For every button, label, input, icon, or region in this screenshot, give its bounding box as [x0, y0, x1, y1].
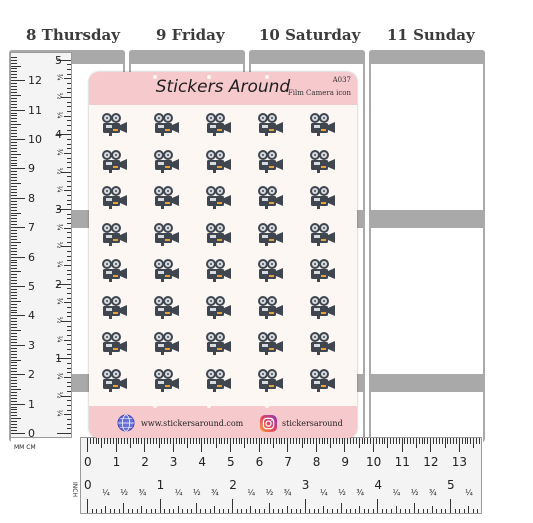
horizontal-ruler-cm-label: 8 — [312, 455, 321, 469]
horizontal-ruler-fraction-label: ¼ — [319, 488, 328, 497]
vertical-ruler-cm-label: 1 — [28, 397, 35, 411]
vertical-ruler-fraction-label: ½ — [55, 316, 64, 324]
day-column-sunday — [369, 50, 485, 442]
vertical-ruler-inch-label: 2 — [55, 277, 62, 291]
film-camera-icon — [99, 222, 129, 246]
horizontal-ruler-fraction-label: ½ — [192, 488, 201, 497]
day-label-friday: 9 Friday — [156, 26, 225, 44]
horizontal-ruler-cm-label: 13 — [451, 455, 468, 469]
film-camera-icon — [255, 295, 285, 319]
vertical-ruler-fraction-label: ½ — [55, 167, 64, 174]
horizontal-ruler-fraction-label: ¾ — [356, 488, 365, 497]
film-camera-icon — [255, 149, 285, 173]
horizontal-ruler — [70, 437, 482, 514]
film-camera-icon — [307, 368, 337, 392]
horizontal-ruler-cm-label: 2 — [141, 455, 149, 469]
film-camera-icon — [255, 368, 285, 392]
film-camera-icon — [255, 185, 285, 209]
film-camera-icon — [151, 222, 181, 246]
film-camera-icon — [255, 222, 285, 246]
film-camera-icon — [99, 368, 129, 392]
vertical-ruler-fraction-label: ¾ — [55, 223, 64, 230]
film-camera-icon — [307, 331, 337, 355]
vertical-ruler-cm-label: 0 — [28, 427, 35, 440]
horizontal-ruler-cm-label: 6 — [255, 455, 264, 469]
film-camera-icon — [307, 258, 337, 282]
horizontal-ruler-fraction-label: ½ — [338, 488, 346, 497]
vertical-ruler-fraction-label: ¼ — [55, 335, 64, 343]
film-camera-icon — [203, 222, 233, 246]
vertical-ruler-cm-label: 12 — [28, 74, 42, 88]
horizontal-ruler-cm-label: 10 — [366, 455, 382, 469]
film-camera-icon — [151, 112, 181, 136]
film-camera-icon — [99, 258, 129, 282]
vertical-ruler-cm-label: 11 — [28, 103, 42, 117]
film-camera-icon — [203, 368, 233, 392]
film-camera-icon — [99, 149, 129, 173]
vertical-ruler-fraction-label: ½ — [55, 92, 64, 100]
film-camera-icon — [307, 185, 337, 209]
horizontal-ruler-fraction-label: ½ — [120, 488, 129, 497]
film-camera-icon — [151, 331, 181, 355]
vertical-ruler-cm-label: 9 — [28, 162, 35, 176]
vertical-ruler-inch-label: 3 — [55, 202, 62, 216]
film-camera-icon — [151, 149, 181, 173]
horizontal-ruler-fraction-label: ¾ — [283, 488, 292, 497]
vertical-ruler — [10, 52, 72, 451]
sticker-sheet — [89, 72, 357, 438]
vertical-ruler-fraction-label: ¼ — [55, 409, 64, 417]
instagram-icon — [260, 415, 277, 432]
product-title: Film Camera icon — [287, 89, 351, 97]
vertical-ruler-fraction-label: ¼ — [55, 260, 64, 268]
day-label-saturday: 10 Saturday — [259, 26, 361, 44]
vertical-ruler-fraction-label: ½ — [55, 241, 64, 249]
horizontal-ruler-inch-label: 5 — [447, 478, 455, 492]
vertical-ruler-cm-label: 8 — [28, 191, 35, 205]
film-camera-icon — [151, 185, 181, 209]
vertical-ruler-inch-label: 4 — [55, 128, 62, 142]
film-camera-icon — [151, 258, 181, 282]
horizontal-ruler-fraction-label: ¼ — [465, 488, 473, 497]
vertical-ruler-unit-mm-cm: MM CM — [14, 444, 36, 451]
horizontal-ruler-fraction-label: ¼ — [174, 488, 183, 497]
vertical-ruler-fraction-label: ¼ — [55, 111, 64, 118]
product-code: A037 — [332, 76, 351, 84]
globe-icon — [117, 414, 135, 432]
film-camera-icon — [307, 149, 337, 173]
horizontal-ruler-cm-label: 11 — [394, 455, 410, 469]
horizontal-ruler-fraction-label: ¾ — [211, 488, 219, 497]
horizontal-ruler-inch-label: 4 — [374, 478, 383, 492]
film-camera-icon — [99, 295, 129, 319]
horizontal-ruler-fraction-label: ¾ — [428, 488, 437, 497]
film-camera-icon — [255, 331, 285, 355]
film-camera-icon — [203, 112, 233, 136]
film-camera-icon — [203, 258, 233, 282]
horizontal-ruler-cm-label: 4 — [198, 455, 207, 469]
vertical-ruler-inch-label: 5 — [55, 53, 62, 67]
film-camera-icon — [203, 185, 233, 209]
horizontal-ruler-cm-label: 1 — [112, 455, 121, 469]
film-camera-icon — [203, 149, 233, 173]
vertical-ruler-inch-label: 1 — [55, 352, 62, 366]
vertical-ruler-cm-label: 4 — [28, 309, 35, 323]
film-camera-icon — [203, 331, 233, 355]
film-camera-icon — [307, 112, 337, 136]
film-camera-icon — [151, 295, 181, 319]
film-camera-icon — [99, 331, 129, 355]
horizontal-ruler-cm-label: 12 — [423, 455, 439, 469]
vertical-ruler-fraction-label: ¾ — [55, 297, 64, 305]
horizontal-ruler-fraction-label: ½ — [410, 488, 419, 497]
day-label-sunday: 11 Sunday — [387, 26, 475, 44]
vertical-ruler-cm-label: 3 — [28, 338, 35, 352]
website-link[interactable]: www.stickersaround.com — [141, 419, 244, 428]
vertical-ruler-cm-label: 2 — [28, 368, 35, 382]
horizontal-ruler-cm-label: 7 — [284, 455, 292, 469]
instagram-handle[interactable]: stickersaround — [282, 419, 343, 428]
horizontal-ruler-unit-inch: INCH — [70, 482, 78, 497]
horizontal-ruler-fraction-label: ¼ — [247, 488, 256, 497]
horizontal-ruler-cm-label: 9 — [341, 455, 350, 469]
vertical-ruler-cm-label: 5 — [28, 280, 35, 293]
film-camera-icon — [203, 295, 233, 319]
vertical-ruler-fraction-label: ¾ — [55, 148, 64, 156]
vertical-ruler-fraction-label: ¼ — [55, 185, 64, 193]
film-camera-icon — [255, 258, 285, 282]
horizontal-ruler-inch-label: 2 — [229, 478, 237, 492]
vertical-ruler-cm-label: 10 — [28, 133, 42, 146]
vertical-ruler-fraction-label: ½ — [55, 391, 64, 399]
film-camera-icon — [151, 368, 181, 392]
brand-name: Stickers Around — [155, 77, 291, 97]
vertical-ruler-cm-label: 6 — [28, 250, 35, 264]
film-camera-icon — [99, 185, 129, 209]
horizontal-ruler-fraction-label: ¾ — [138, 488, 147, 497]
vertical-ruler-fraction-label: ¾ — [55, 73, 64, 81]
horizontal-ruler-cm-label: 0 — [84, 455, 92, 469]
vertical-ruler-fraction-label: ¾ — [55, 372, 64, 380]
film-camera-icon — [307, 222, 337, 246]
film-camera-icon — [99, 112, 129, 136]
film-camera-icon — [307, 295, 337, 319]
horizontal-ruler-cm-label: 3 — [169, 455, 178, 469]
horizontal-ruler-inch-label: 3 — [301, 478, 310, 492]
horizontal-ruler-fraction-label: ¼ — [392, 488, 401, 497]
horizontal-ruler-fraction-label: ¼ — [102, 488, 110, 497]
film-camera-icon — [255, 112, 285, 136]
horizontal-ruler-fraction-label: ½ — [265, 488, 274, 497]
vertical-ruler-cm-label: 7 — [28, 221, 35, 235]
horizontal-ruler-inch-label: 0 — [84, 478, 92, 492]
horizontal-ruler-cm-label: 5 — [227, 455, 235, 469]
horizontal-ruler-inch-label: 1 — [156, 478, 165, 492]
day-label-thursday: 8 Thursday — [26, 26, 120, 44]
